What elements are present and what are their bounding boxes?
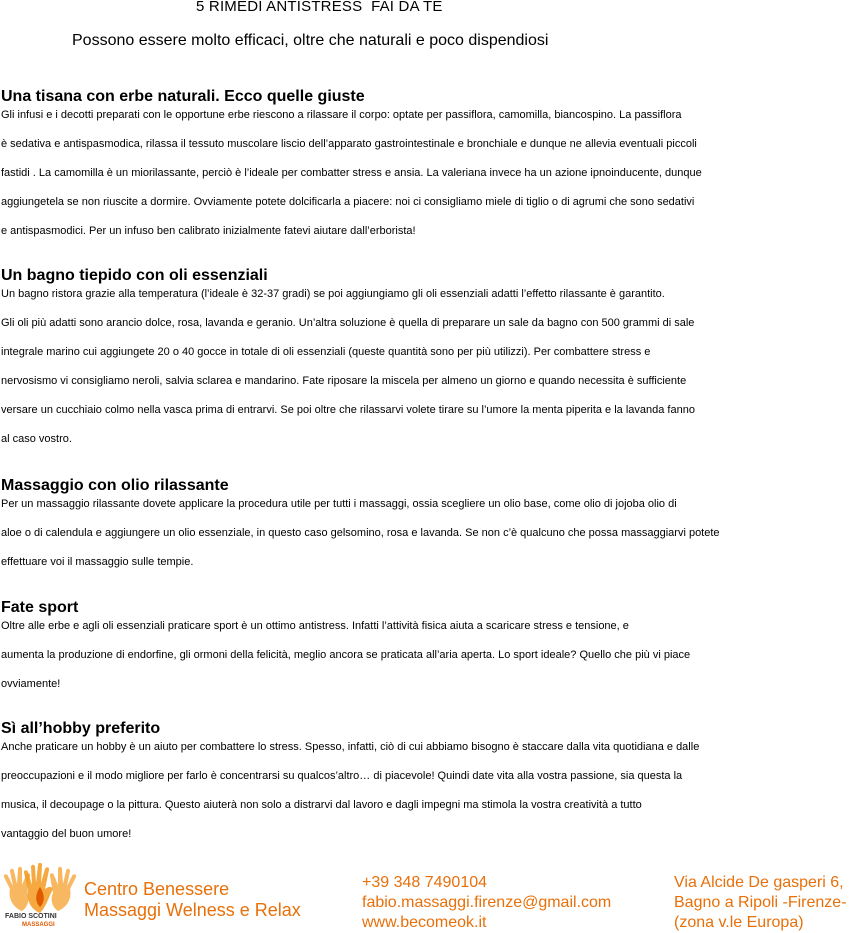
body-line: fastidi . La camomilla è un miorilassante, perciò è l’ideale per combatter stress e ansia. La valeriana invece ha un azione ipnoinducente, dunque bbox=[1, 167, 702, 179]
body-line: ovviamente! bbox=[1, 678, 61, 690]
body-line: preoccupazioni e il modo migliore per farlo è concentrarsi su qualcos’altro… di piacevole! Quindi date vita alla vostra passione, sia questa la bbox=[1, 770, 683, 782]
section-heading: Un bagno tiepido con oli essenziali bbox=[1, 267, 268, 284]
body-line: Un bagno ristora grazie alla temperatura (l’ideale è 32-37 gradi) se poi aggiungiamo gli oli essenziali adatti l’effetto rilassante è garantito. bbox=[1, 288, 665, 300]
address-line: Bagno a Ripoli -Firenze- bbox=[674, 894, 847, 911]
footer bbox=[0, 863, 868, 933]
body-line: vantaggio del buon umore! bbox=[1, 828, 132, 840]
center-name bbox=[84, 879, 301, 921]
phone-number[interactable]: +39 348 7490104 bbox=[362, 874, 488, 891]
section-tisana bbox=[1, 88, 867, 246]
body-line: Gli infusi e i decotti preparati con le opportune erbe riescono a rilassare il corpo: optate per passiflora, camomilla, biancospino. La passiflora bbox=[1, 109, 682, 121]
body-line: Oltre alle erbe e agli oli essenziali praticare sport è un ottimo antistress. Infatti l’attività fisica aiuta a scaricare stress e tensione, e bbox=[1, 620, 629, 632]
section-body bbox=[1, 280, 867, 454]
address bbox=[674, 873, 847, 933]
section-hobby bbox=[1, 720, 867, 849]
page-subtitle: Possono essere molto efficaci, oltre che naturali e poco dispendiosi bbox=[72, 32, 549, 49]
body-line: è sedativa e antispasmodica, rilassa il tessuto muscolare liscio dell’apparato gastrointestinale e bronchiale e dunque ne allevia eventuali piccoli bbox=[1, 138, 697, 150]
section-bagno bbox=[1, 267, 867, 454]
logo bbox=[0, 863, 80, 933]
page-title: 5 RIMEDI ANTISTRESS FAI DA TE bbox=[196, 0, 443, 15]
body-line: aumenta la produzione di endorfine, gli ormoni della felicità, meglio ancora se praticata all’aria aperta. Lo sport ideale? Quello che più vi piace bbox=[1, 649, 691, 661]
body-line: Anche praticare un hobby è un aiuto per combattere lo stress. Spesso, infatti, ciò di cui abbiamo bisogno è staccare dalla vita quotidiana e dalle bbox=[1, 741, 700, 753]
section-sport bbox=[1, 599, 867, 699]
section-heading: Massaggio con olio rilassante bbox=[1, 477, 229, 494]
section-body bbox=[1, 733, 867, 849]
body-line: aloe o di calendula e aggiungere un olio essenziale, in questo caso gelsomino, rosa e lavanda. Se non c’è qualcuno che possa massaggiarvi potete bbox=[1, 527, 720, 539]
center-name-line: Massaggi Welness e Relax bbox=[84, 900, 301, 920]
section-body bbox=[1, 612, 867, 699]
logo-name: FABIO SCOTINI bbox=[5, 913, 57, 920]
body-line: al caso vostro. bbox=[1, 433, 72, 445]
body-line: versare un cucchiaio colmo nella vasca prima di entrarvi. Se poi oltre che rilassarvi volete tirare su l’umore la menta piperita e la lavanda fanno bbox=[1, 404, 695, 416]
body-line: integrale marino cui aggiungete 20 o 40 gocce in totale di oli essenziali (queste quantità sono per più utilizzi). Per combattere stress e bbox=[1, 346, 651, 358]
body-line: nervosismo vi consigliamo neroli, salvia sclarea e mandarino. Fate riposare la miscela per almeno un giorno e quando necessita è sufficiente bbox=[1, 375, 687, 387]
body-line: musica, il decoupage o la pittura. Questo aiuterà non solo a distrarvi dal lavoro e dagli impegni ma stimola la vostra creatività a tutto bbox=[1, 799, 642, 811]
section-heading: Sì all’hobby preferito bbox=[1, 720, 161, 737]
body-line: Gli oli più adatti sono arancio dolce, rosa, lavanda e geranio. Un’altra soluzione è quella di preparare un sale da bagno con 500 grammi di sale bbox=[1, 317, 695, 329]
section-body bbox=[1, 101, 867, 246]
body-line: aggiungetela se non riuscite a dormire. Ovviamente potete dolcificarla a piacere: noi ci consigliamo miele di tiglio o di agrumi che sono sedativi bbox=[1, 196, 695, 208]
website-link[interactable]: www.becomeok.it bbox=[362, 914, 487, 931]
section-massaggio bbox=[1, 477, 867, 577]
logo-subtitle: MASSAGGI bbox=[22, 922, 55, 928]
center-name-line: Centro Benessere bbox=[84, 879, 230, 899]
body-line: effettuare voi il massaggio sulle tempie. bbox=[1, 556, 194, 568]
contact-info bbox=[362, 873, 611, 933]
email-link[interactable]: fabio.massaggi.firenze@gmail.com bbox=[362, 894, 612, 911]
hands-logo-icon bbox=[0, 863, 80, 915]
address-line: Via Alcide De gasperi 6, bbox=[674, 874, 844, 891]
section-body bbox=[1, 490, 867, 577]
body-line: Per un massaggio rilassante dovete applicare la procedura utile per tutti i massaggi, ossia scegliere un olio base, come olio di jojoba olio di bbox=[1, 498, 677, 510]
body-line: e antispasmodici. Per un infuso ben calibrato inizialmente fatevi aiutare dall’erborista! bbox=[1, 225, 416, 237]
address-line: (zona v.le Europa) bbox=[674, 914, 804, 931]
section-heading: Fate sport bbox=[1, 599, 79, 616]
section-heading: Una tisana con erbe naturali. Ecco quelle giuste bbox=[1, 88, 365, 105]
